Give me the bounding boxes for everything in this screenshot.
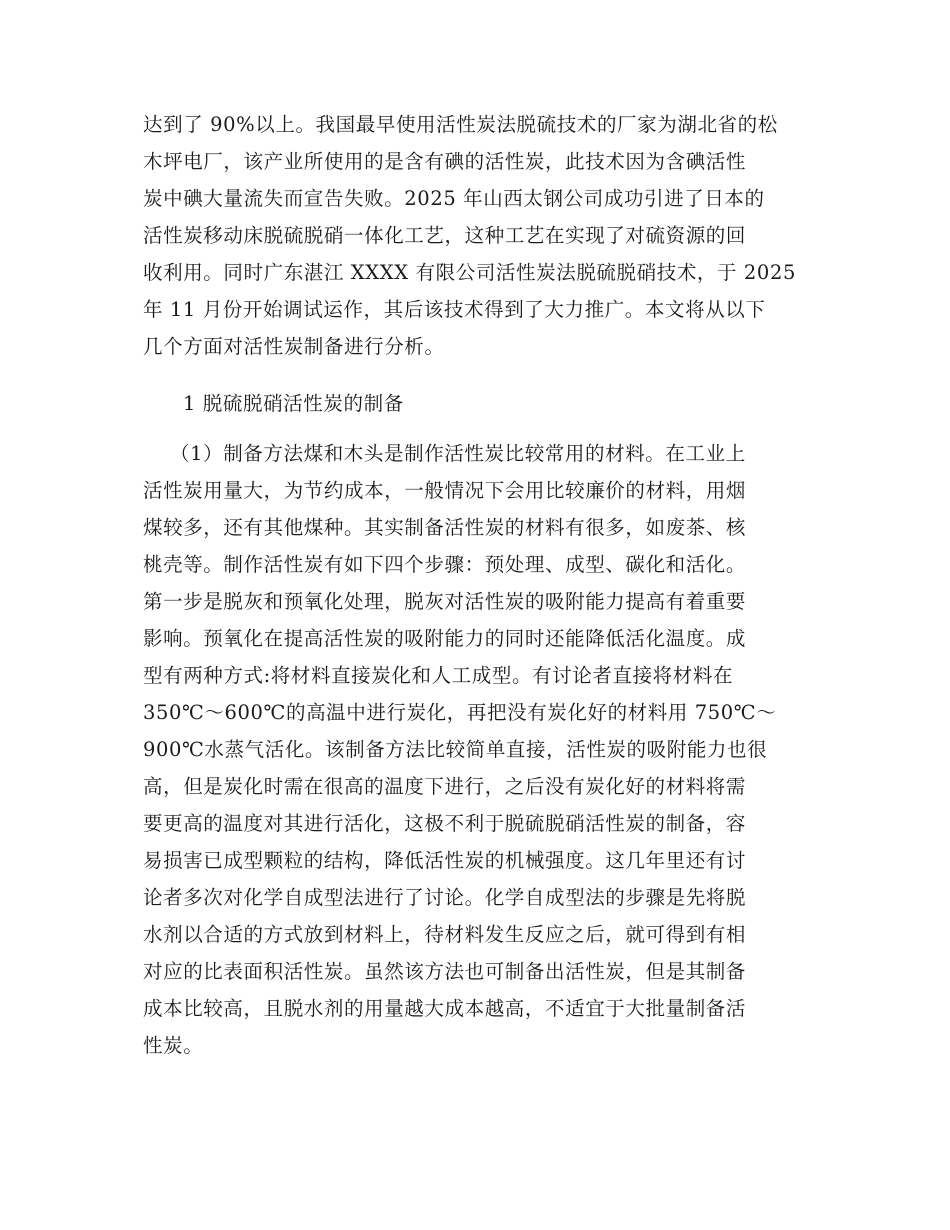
paragraph-2-line: 易损害已成型颗粒的结构，降低活性炭的机械强度。这几年里还有讨 [143, 849, 747, 872]
paragraph-2-line: 900℃水蒸气活化。该制备方法比较简单直接，活性炭的吸附能力也很 [143, 738, 768, 761]
paragraph-1-line: 活性炭移动床脱硫脱硝一体化工艺，这种工艺在实现了对硫资源的回 [143, 224, 747, 247]
paragraph-2-line: 水剂以合适的方式放到材料上，待材料发生反应之后，就可得到有相 [143, 923, 747, 946]
paragraph-1-line: 达到了 90%以上。我国最早使用活性炭法脱硫技术的厂家为湖北省的松 [143, 113, 778, 136]
paragraph-1-line: 木坪电厂，该产业所使用的是含有碘的活性炭，此技术因为含碘活性 [143, 150, 747, 173]
paragraph-2-line: （1）制备方法煤和木头是制作活性炭比较常用的材料。在工业上 [170, 442, 746, 465]
paragraph-2-line: 煤较多，还有其他煤种。其实制备活性炭的材料有很多，如废茶、核 [143, 516, 747, 539]
paragraph-1-line: 炭中碘大量流失而宣告失败。2025 年山西太钢公司成功引进了日本的 [143, 187, 765, 210]
paragraph-1-line: 年 11 月份开始调试运作，其后该技术得到了大力推广。本文将从以下 [143, 298, 766, 321]
paragraph-2-line: 要更高的温度对其进行活化，这极不利于脱硫脱硝活性炭的制备，容 [143, 812, 747, 835]
paragraph-2-line: 高，但是炭化时需在很高的温度下进行，之后没有炭化好的材料将需 [143, 775, 747, 798]
paragraph-2-line: 影响。预氧化在提高活性炭的吸附能力的同时还能降低活化温度。成 [143, 627, 747, 650]
paragraph-2-line: 性炭。 [143, 1034, 204, 1057]
paragraph-1-line: 几个方面对活性炭制备进行分析。 [143, 335, 445, 358]
paragraph-2-line: 350℃～600℃的高温中进行炭化，再把没有炭化好的材料用 750℃～ [143, 701, 777, 724]
paragraph-1-line: 收利用。同时广东湛江 XXXX 有限公司活性炭法脱硫脱硝技术，于 2025 [143, 261, 796, 284]
section-heading: 1 脱硫脱硝活性炭的制备 [183, 392, 404, 415]
paragraph-2-line: 活性炭用量大，为节约成本，一般情况下会用比较廉价的材料，用烟 [143, 479, 747, 502]
paragraph-2-line: 型有两种方式:将材料直接炭化和人工成型。有讨论者直接将材料在 [143, 664, 734, 687]
paragraph-2-line: 桃壳等。制作活性炭有如下四个步骤：预处理、成型、碳化和活化。 [143, 553, 747, 576]
paragraph-2-line: 第一步是脱灰和预氧化处理，脱灰对活性炭的吸附能力提高有着重要 [143, 590, 747, 613]
paragraph-2-line: 对应的比表面积活性炭。虽然该方法也可制备出活性炭，但是其制备 [143, 960, 747, 983]
paragraph-2-line: 成本比较高，且脱水剂的用量越大成本越高，不适宜于大批量制备活 [143, 997, 747, 1020]
paragraph-2-line: 论者多次对化学自成型法进行了讨论。化学自成型法的步骤是先将脱 [143, 886, 747, 909]
